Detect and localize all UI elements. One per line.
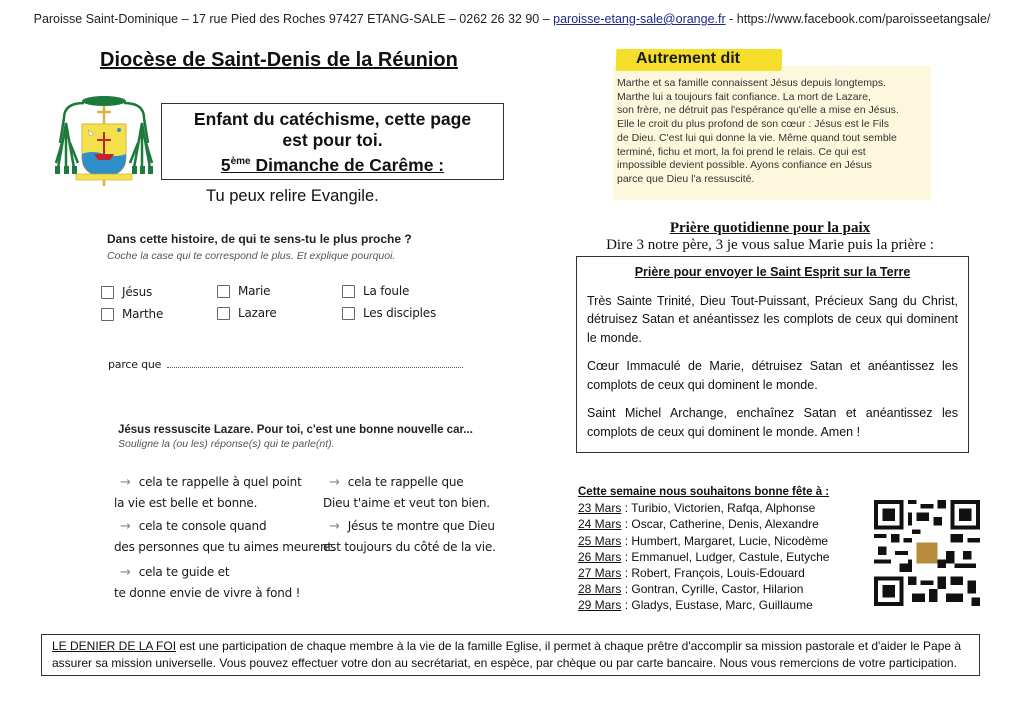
autrement-line: parce que Dieu l'a ressuscité.: [617, 172, 755, 185]
fetes-title: Cette semaine nous souhaitons bonne fête à :: [578, 486, 830, 498]
denier-box: [41, 634, 980, 676]
choice-label: Marie: [238, 284, 271, 298]
fete-names: : Humbert, Margaret, Lucie, Nicodème: [621, 533, 829, 548]
choice-label: Jésus: [122, 285, 153, 299]
choice-la-foule[interactable]: [342, 284, 409, 298]
galero-hat: [82, 96, 126, 106]
fete-row: [578, 581, 829, 597]
answer-3-line-1: cela te console quand: [138, 519, 267, 533]
arrow-icon: →: [329, 519, 340, 534]
fete-date: 23 Mars: [578, 501, 622, 516]
parish-contact-header: [0, 12, 1024, 26]
qr-code-icon[interactable]: [874, 500, 980, 606]
answer-4-line-1: Jésus te montre que Dieu: [347, 519, 495, 533]
fete-date: 27 Mars: [578, 566, 622, 581]
fete-row: [578, 549, 829, 565]
choice-label: Les disciples: [363, 306, 437, 320]
fete-date: 24 Mars: [578, 517, 622, 532]
fete-names: : Robert, François, Louis-Edouard: [621, 566, 805, 581]
answer-1[interactable]: [114, 472, 302, 514]
answer-5-line-1: cela te guide et: [138, 565, 230, 579]
sunday-ordinal: ème: [230, 156, 251, 167]
question-2-subtitle: Souligne la (ou les) réponse(s) qui te parle(nt).: [118, 438, 335, 450]
fete-date: 25 Mars: [578, 533, 622, 548]
choice-jesus[interactable]: [101, 285, 152, 299]
autrement-line: son frère, ne détruit pas l'espérance qu'elle a mise en Jésus.: [617, 104, 899, 117]
motto-ribbon: [76, 174, 132, 180]
choice-label: Marthe: [122, 307, 164, 321]
priere-paragraph: Saint Michel Archange, enchaînez Satan et anéantissez les complots de ceux qui dominent le monde. Amen !: [587, 406, 958, 439]
autrement-line: impossible devient possible. Ayons confiance en Jésus: [617, 159, 872, 172]
priere-box-title: Prière pour envoyer le Saint Esprit sur la Terre: [634, 265, 911, 279]
fete-date: 29 Mars: [578, 598, 622, 613]
sunday-number: 5: [220, 155, 231, 175]
choice-lazare[interactable]: [217, 306, 277, 320]
denier-text: est une participation de chaque membre à la vie de la famille Eglise, il permet à chaque prêtre d'accomplir sa mission pastorale et d'aider le Pape à assurer sa mission universelle. Vous pouvez effectuer votre don au secrétariat, en espèce, par chèque ou par carte bancaire. Nous vous remercions de votre participation.: [52, 639, 962, 670]
autrement-line: Marthe et sa famille connaissent Jésus depuis longtemps.: [617, 77, 887, 89]
answer-dotted-line[interactable]: [167, 360, 463, 368]
checkbox[interactable]: [342, 285, 355, 298]
qr-center-photo: [916, 542, 937, 563]
checkbox[interactable]: [217, 285, 230, 298]
choice-les-disciples[interactable]: [342, 306, 436, 320]
star: [117, 128, 121, 132]
answer-5-line-2: te donne envie de vivre à fond !: [114, 586, 301, 600]
tassels-left: [56, 103, 84, 168]
parce-que-line[interactable]: [108, 358, 463, 371]
contact-prefix: Paroisse Saint-Dominique – 17 rue Pied des Roches 97427 ETANG-SALE – 0262 26 32 90 –: [33, 12, 554, 26]
priere-box: [576, 256, 969, 453]
choice-marthe[interactable]: [101, 307, 163, 321]
parce-que-label: parce que: [108, 358, 162, 371]
fete-names: : Oscar, Catherine, Denis, Alexandre: [621, 517, 819, 532]
tassels-right: [124, 103, 152, 168]
question-2-title: Jésus ressuscite Lazare. Pour toi, c'est une bonne nouvelle car...: [118, 424, 473, 436]
question-1: [107, 232, 412, 262]
autrement-line: de Dieu. C'est lui qui donne la vie. Même quand tout semble: [617, 131, 897, 144]
question-1-subtitle: Coche la case qui te correspond le plus. Et explique pourquoi.: [107, 250, 396, 262]
contact-suffix: - https://www.facebook.com/paroisseetangsale/: [725, 12, 991, 26]
sunday-title: [162, 151, 503, 176]
fete-row: [578, 565, 829, 581]
answer-4[interactable]: [323, 516, 496, 558]
priere-instruction: Dire 3 notre père, 3 je vous salue Marie puis la prière :: [606, 237, 934, 253]
checkbox[interactable]: [217, 307, 230, 320]
fete-row: [578, 533, 829, 549]
fete-names: : Emmanuel, Ludger, Castule, Eutyche: [621, 549, 830, 564]
answer-2-line-1: cela te rappelle que: [347, 475, 464, 489]
checkbox[interactable]: [342, 307, 355, 320]
fete-row: [578, 597, 829, 613]
fete-row: [578, 516, 829, 532]
checkbox[interactable]: [101, 286, 114, 299]
choice-marie[interactable]: [217, 284, 270, 298]
arrow-icon: →: [329, 475, 340, 490]
relire-text: Tu peux relire Evangile.: [206, 187, 379, 205]
answer-1-line-1: cela te rappelle à quel point: [138, 475, 302, 489]
choice-label: Lazare: [238, 306, 277, 320]
answer-2-line-2: Dieu t'aime et veut ton bien.: [323, 496, 490, 510]
priere-header: [570, 220, 970, 254]
fete-names: : Gladys, Eustase, Marc, Guillaume: [621, 598, 813, 613]
answer-1-line-2: la vie est belle et bonne.: [114, 496, 258, 510]
autrement-line: terminé, fichu et mort, la foi prend le relais. Ce qui est: [617, 145, 866, 158]
answer-3-line-2: des personnes que tu aimes meurent.: [114, 540, 336, 554]
sunday-rest: Dimanche de Carême :: [250, 155, 445, 175]
fete-names: : Gontran, Cyrille, Castor, Hilarion: [621, 582, 804, 597]
coat-of-arms-icon: [52, 88, 157, 188]
autrement-dit-box: [613, 66, 931, 200]
autrement-line: Elle le croit du plus profond de son cœur : Jésus est le Fils: [617, 118, 889, 131]
intro-line-1: Enfant du catéchisme, cette page: [193, 109, 472, 129]
fete-names: : Turibio, Victorien, Rafqa, Alphonse: [621, 501, 816, 516]
priere-title: Prière quotidienne pour la paix: [669, 220, 871, 236]
fete-row: [578, 500, 829, 516]
arrow-icon: →: [120, 519, 131, 534]
answer-5[interactable]: [114, 562, 300, 604]
autrement-dit-title: Autrement dit: [636, 50, 740, 67]
diocese-title: Diocèse de Saint-Denis de la Réunion: [100, 49, 458, 71]
denier-heading: LE DENIER DE LA FOI: [52, 639, 177, 653]
choice-label: La foule: [363, 284, 410, 298]
autrement-line: Marthe lui a toujours fait confiance. La mort de Lazare,: [617, 90, 871, 103]
fete-date: 28 Mars: [578, 582, 622, 597]
fetes-list: [578, 484, 829, 614]
priere-paragraph: Cœur Immaculé de Marie, détruisez Satan et anéantissez les complots de ceux qui dominent le monde.: [587, 359, 958, 392]
question-1-title: Dans cette histoire, de qui te sens-tu le plus proche ?: [107, 232, 412, 246]
priere-paragraph: Très Sainte Trinité, Dieu Tout-Puissant, Précieux Sang du Christ, détruisez Satan et anéantissez les complots de ceux qui dominent le monde.: [587, 293, 958, 345]
fete-date: 26 Mars: [578, 549, 622, 564]
intro-line-2: est pour toi.: [282, 130, 383, 150]
answer-4-line-2: est toujours du côté de la vie.: [323, 540, 496, 554]
arrow-icon: →: [120, 475, 131, 490]
question-2: [118, 424, 473, 450]
answer-3[interactable]: [114, 516, 335, 558]
arrow-icon: →: [120, 565, 131, 580]
answer-2[interactable]: [323, 472, 490, 514]
checkbox[interactable]: [101, 308, 114, 321]
intro-box: [161, 103, 504, 180]
email-link[interactable]: paroisse-etang-sale@orange.fr: [553, 12, 726, 26]
